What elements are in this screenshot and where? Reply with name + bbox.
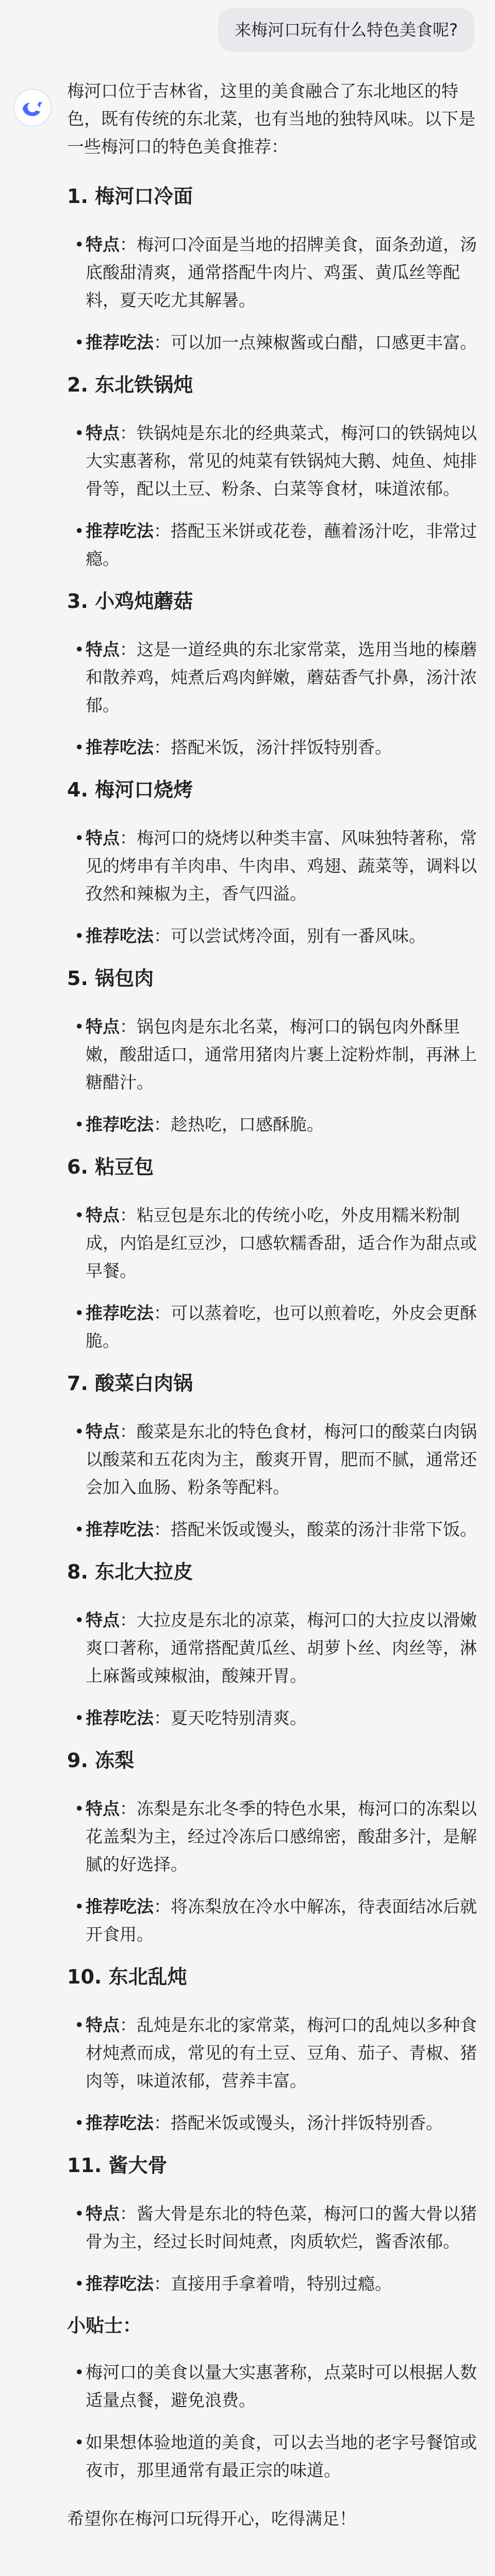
food-section xyxy=(67,183,483,357)
section-title: 9. 冻梨 xyxy=(67,1749,135,1772)
list-item xyxy=(74,1299,483,1355)
answer-intro: 梅河口位于吉林省，这里的美食融合了东北地区的特色，既有传统的东北菜，也有当地的独特风味。以下是一些梅河口的特色美食推荐： xyxy=(67,81,475,157)
bullet-body: 可以加一点辣椒酱或白醋，口感更丰富。 xyxy=(171,332,477,352)
bullet-body: 乱炖是东北的家常菜，梅河口的乱炖以多种食材炖煮而成，常见的有土豆、豆角、茄子、青椒、猪肉等，味道浓郁，营养丰富。 xyxy=(86,2015,477,2091)
bullet-text xyxy=(86,231,483,314)
bullet-text xyxy=(86,329,477,357)
bullet-dot: • xyxy=(74,926,85,946)
bullet-label-colon: ： xyxy=(154,1896,171,1917)
bullet-dot: • xyxy=(74,1421,85,1442)
bullet-body: 搭配米饭，汤汁拌饭特别香。 xyxy=(171,737,392,757)
assistant-avatar xyxy=(13,89,52,127)
food-section xyxy=(67,1964,483,2137)
list-item xyxy=(74,1201,483,1285)
list-item xyxy=(74,1418,483,1501)
bullet-text xyxy=(86,1418,483,1501)
bullet-text xyxy=(86,1111,324,1139)
food-section xyxy=(67,372,483,573)
list-item xyxy=(74,2200,483,2256)
food-section xyxy=(67,777,483,950)
food-section xyxy=(67,1154,483,1355)
section-title: 2. 东北铁锅炖 xyxy=(67,374,193,396)
bullet-label: 特点 xyxy=(86,828,120,848)
bullet-label-colon: ： xyxy=(120,1421,137,1442)
bullet-label: 特点 xyxy=(86,1205,120,1225)
user-message-row xyxy=(218,8,474,52)
bullet-text xyxy=(86,824,483,908)
bullet-dot: • xyxy=(74,521,85,541)
list-item xyxy=(74,1893,483,1948)
section-bullets xyxy=(67,231,483,357)
bullet-body: 搭配米饭或馒头，汤汁拌饭特别香。 xyxy=(171,2113,443,2133)
bullet-dot: • xyxy=(74,639,85,659)
bullet-dot: • xyxy=(74,2204,85,2224)
bullet-text xyxy=(86,636,483,719)
bullet-label: 推荐吃法 xyxy=(86,1896,154,1917)
bullet-label-colon: ： xyxy=(120,1205,137,1225)
bullet-label-colon: ： xyxy=(154,2274,171,2294)
bullet-text xyxy=(86,1516,477,1544)
list-item xyxy=(74,231,483,314)
list-item xyxy=(74,734,483,761)
bullet-label-colon: ： xyxy=(154,926,171,946)
bullet-label: 推荐吃法 xyxy=(86,1303,154,1323)
bullet-dot: • xyxy=(74,2362,85,2382)
section-title: 7. 酸菜白肉锅 xyxy=(67,1372,193,1395)
bullet-text xyxy=(86,1299,483,1355)
bullet-text xyxy=(86,2109,443,2137)
bullet-label: 推荐吃法 xyxy=(86,737,154,757)
bullet-dot: • xyxy=(74,423,85,443)
tips-title: 小贴士： xyxy=(67,2315,142,2336)
bullet-label: 特点 xyxy=(86,2015,120,2035)
bullet-label: 推荐吃法 xyxy=(86,332,154,352)
list-item xyxy=(74,2109,483,2137)
section-title: 1. 梅河口冷面 xyxy=(67,185,193,208)
whale-logo-icon xyxy=(21,96,44,120)
bullet-label-colon: ： xyxy=(120,1610,137,1630)
list-item xyxy=(74,636,483,719)
section-title: 11. 酱大骨 xyxy=(67,2154,168,2177)
food-section xyxy=(67,588,483,761)
bullet-label-colon: ： xyxy=(120,423,137,443)
bullet-body: 锅包肉是东北名菜，梅河口的锅包肉外酥里嫩，酸甜适口，通常用猪肉片裹上淀粉炸制，再淋上糖醋汁。 xyxy=(86,1016,477,1092)
bullet-label: 特点 xyxy=(86,1016,120,1037)
food-section xyxy=(67,1559,483,1732)
list-item xyxy=(74,1795,483,1878)
bullet-text xyxy=(86,1704,307,1732)
tips-list xyxy=(67,2359,483,2484)
section-bullets xyxy=(67,1795,483,1948)
bullet-text xyxy=(86,419,483,503)
bullet-dot: • xyxy=(74,2113,85,2133)
list-item xyxy=(74,1704,483,1732)
section-bullets xyxy=(67,824,483,950)
list-item xyxy=(74,1516,483,1544)
section-title: 8. 东北大拉皮 xyxy=(67,1561,193,1583)
bullet-text xyxy=(86,734,392,761)
bullet-dot: • xyxy=(74,1205,85,1225)
bullet-dot: • xyxy=(74,737,85,757)
bullet-dot: • xyxy=(74,1896,85,1917)
food-section xyxy=(67,965,483,1139)
section-bullets xyxy=(67,2011,483,2137)
bullet-label-colon: ： xyxy=(120,828,137,848)
bullet-dot: • xyxy=(74,332,85,352)
bullet-label-colon: ： xyxy=(154,1519,171,1539)
bullet-label: 推荐吃法 xyxy=(86,521,154,541)
bullet-body: 直接用手拿着啃，特别过瘾。 xyxy=(171,2274,392,2294)
tip-item xyxy=(74,2429,483,2484)
bullet-label: 推荐吃法 xyxy=(86,926,154,946)
bullet-label: 推荐吃法 xyxy=(86,2113,154,2133)
list-item xyxy=(74,329,483,357)
bullet-body: 将冻梨放在冷水中解冻，待表面结冰后就开食用。 xyxy=(86,1896,477,1944)
bullet-label-colon: ： xyxy=(120,2015,137,2035)
bullet-label-colon: ： xyxy=(120,1016,137,1037)
bullet-label: 特点 xyxy=(86,234,120,255)
bullet-text xyxy=(86,1606,483,1690)
section-title: 6. 粘豆包 xyxy=(67,1156,154,1178)
bullet-text xyxy=(86,2200,483,2256)
food-section xyxy=(67,1370,483,1544)
bullet-text xyxy=(86,517,483,573)
list-item xyxy=(74,2270,483,2298)
bullet-body: 铁锅炖是东北的经典菜式，梅河口的铁锅炖以大实惠著称，常见的炖菜有铁锅炖大鹅、炖鱼、炖排骨等，配以土豆、粉条、白菜等食材，味道浓郁。 xyxy=(86,423,477,499)
bullet-label: 特点 xyxy=(86,1799,120,1819)
bullet-label-colon: ： xyxy=(120,639,137,659)
bullet-text xyxy=(86,1893,483,1948)
bullet-body: 可以尝试烤冷面，别有一番风味。 xyxy=(171,926,426,946)
list-item xyxy=(74,517,483,573)
bullet-body: 粘豆包是东北的传统小吃，外皮用糯米粉制成，内馅是红豆沙，口感软糯香甜，适合作为甜点或早餐。 xyxy=(86,1205,477,1281)
food-section xyxy=(67,2153,483,2298)
bullet-dot: • xyxy=(74,1610,85,1630)
bullet-dot: • xyxy=(74,234,85,255)
bullet-dot: • xyxy=(74,1303,85,1323)
bullet-dot: • xyxy=(74,2432,85,2452)
user-message-bubble: 来梅河口玩有什么特色美食呢? xyxy=(218,8,474,52)
bullet-text xyxy=(86,1201,483,1285)
bullet-label: 特点 xyxy=(86,639,120,659)
bullet-body: 大拉皮是东北的凉菜，梅河口的大拉皮以滑嫩爽口著称，通常搭配黄瓜丝、胡萝卜丝、肉丝等，淋上麻酱或辣椒油，酸辣开胃。 xyxy=(86,1610,477,1686)
bullet-label: 推荐吃法 xyxy=(86,1114,154,1134)
bullet-label: 特点 xyxy=(86,2204,120,2224)
bullet-label: 特点 xyxy=(86,1421,120,1442)
closing-text: 希望你在梅河口玩得开心，吃得满足！ xyxy=(67,2509,356,2529)
bullet-label: 推荐吃法 xyxy=(86,1519,154,1539)
bullet-body: 搭配米饭或馒头，酸菜的汤汁非常下饭。 xyxy=(171,1519,477,1539)
food-section xyxy=(67,1748,483,1948)
bullet-label-colon: ： xyxy=(154,737,171,757)
bullet-label-colon: ： xyxy=(120,2204,137,2224)
bullet-body: 趁热吃，口感酥脆。 xyxy=(171,1114,324,1134)
section-title: 3. 小鸡炖蘑菇 xyxy=(67,590,193,613)
bullet-dot: • xyxy=(74,1519,85,1539)
bullet-body: 梅河口的烧烤以种类丰富、风味独特著称，常见的烤串有羊肉串、牛肉串、鸡翅、蔬菜等，调料以孜然和辣椒为主，香气四溢。 xyxy=(86,828,477,904)
food-sections xyxy=(67,183,483,2298)
bullet-text xyxy=(86,2270,392,2298)
bullet-label-colon: ： xyxy=(154,1708,171,1728)
bullet-label-colon: ： xyxy=(120,234,137,255)
bullet-dot: • xyxy=(74,1799,85,1819)
assistant-answer xyxy=(67,77,483,2533)
bullet-dot: • xyxy=(74,2015,85,2035)
section-bullets xyxy=(67,419,483,573)
tip-text: 如果想体验地道的美食，可以去当地的老字号餐馆或夜市，那里通常有最正宗的味道。 xyxy=(86,2432,477,2480)
bullet-body: 梅河口冷面是当地的招牌美食，面条劲道，汤底酸甜清爽，通常搭配牛肉片、鸡蛋、黄瓜丝等配料，夏天吃尤其解暑。 xyxy=(86,234,477,310)
bullet-label: 特点 xyxy=(86,423,120,443)
bullet-body: 这是一道经典的东北家常菜，选用当地的榛蘑和散养鸡，炖煮后鸡肉鲜嫩，蘑菇香气扑鼻，汤汁浓郁。 xyxy=(86,639,477,715)
list-item xyxy=(74,1606,483,1690)
list-item xyxy=(74,824,483,908)
section-bullets xyxy=(67,1201,483,1355)
bullet-text xyxy=(86,922,426,950)
bullet-label: 推荐吃法 xyxy=(86,1708,154,1728)
section-bullets xyxy=(67,2200,483,2298)
bullet-label-colon: ： xyxy=(154,332,171,352)
bullet-body: 酱大骨是东北的特色菜，梅河口的酱大骨以猪骨为主，经过长时间炖煮，肉质软烂，酱香浓郁。 xyxy=(86,2204,477,2251)
bullet-label: 推荐吃法 xyxy=(86,2274,154,2294)
bullet-text xyxy=(86,1013,483,1096)
tip-item xyxy=(74,2359,483,2414)
bullet-dot: • xyxy=(74,1114,85,1134)
bullet-text xyxy=(86,2011,483,2095)
list-item xyxy=(74,2011,483,2095)
section-title: 5. 锅包肉 xyxy=(67,967,154,990)
bullet-dot: • xyxy=(74,1708,85,1728)
tip-text: 梅河口的美食以量大实惠著称，点菜时可以根据人数适量点餐，避免浪费。 xyxy=(86,2362,477,2410)
bullet-dot: • xyxy=(74,828,85,848)
bullet-label-colon: ： xyxy=(154,1114,171,1134)
bullet-label-colon: ： xyxy=(120,1799,137,1819)
list-item xyxy=(74,1111,483,1139)
bullet-dot: • xyxy=(74,1016,85,1037)
bullet-body: 冻梨是东北冬季的特色水果，梅河口的冻梨以花盖梨为主，经过冷冻后口感绵密，酸甜多汁，是解腻的好选择。 xyxy=(86,1799,477,1874)
section-title: 10. 东北乱炖 xyxy=(67,1965,187,1988)
list-item xyxy=(74,419,483,503)
list-item xyxy=(74,1013,483,1096)
section-title: 4. 梅河口烧烤 xyxy=(67,778,193,801)
section-bullets xyxy=(67,1606,483,1732)
bullet-label-colon: ： xyxy=(154,2113,171,2133)
section-bullets xyxy=(67,1013,483,1139)
bullet-label-colon: ： xyxy=(154,521,171,541)
bullet-dot: • xyxy=(74,2274,85,2294)
bullet-body: 搭配玉米饼或花卷，蘸着汤汁吃，非常过瘾。 xyxy=(86,521,477,569)
bullet-body: 可以蒸着吃，也可以煎着吃，外皮会更酥脆。 xyxy=(86,1303,477,1351)
list-item xyxy=(74,922,483,950)
bullet-label: 特点 xyxy=(86,1610,120,1630)
bullet-body: 夏天吃特别清爽。 xyxy=(171,1708,307,1728)
bullet-body: 酸菜是东北的特色食材，梅河口的酸菜白肉锅以酸菜和五花肉为主，酸爽开胃，肥而不腻，通常还会加入血肠、粉条等配料。 xyxy=(86,1421,477,1497)
section-bullets xyxy=(67,1418,483,1544)
section-bullets xyxy=(67,636,483,761)
bullet-label-colon: ： xyxy=(154,1303,171,1323)
bullet-text xyxy=(86,1795,483,1878)
